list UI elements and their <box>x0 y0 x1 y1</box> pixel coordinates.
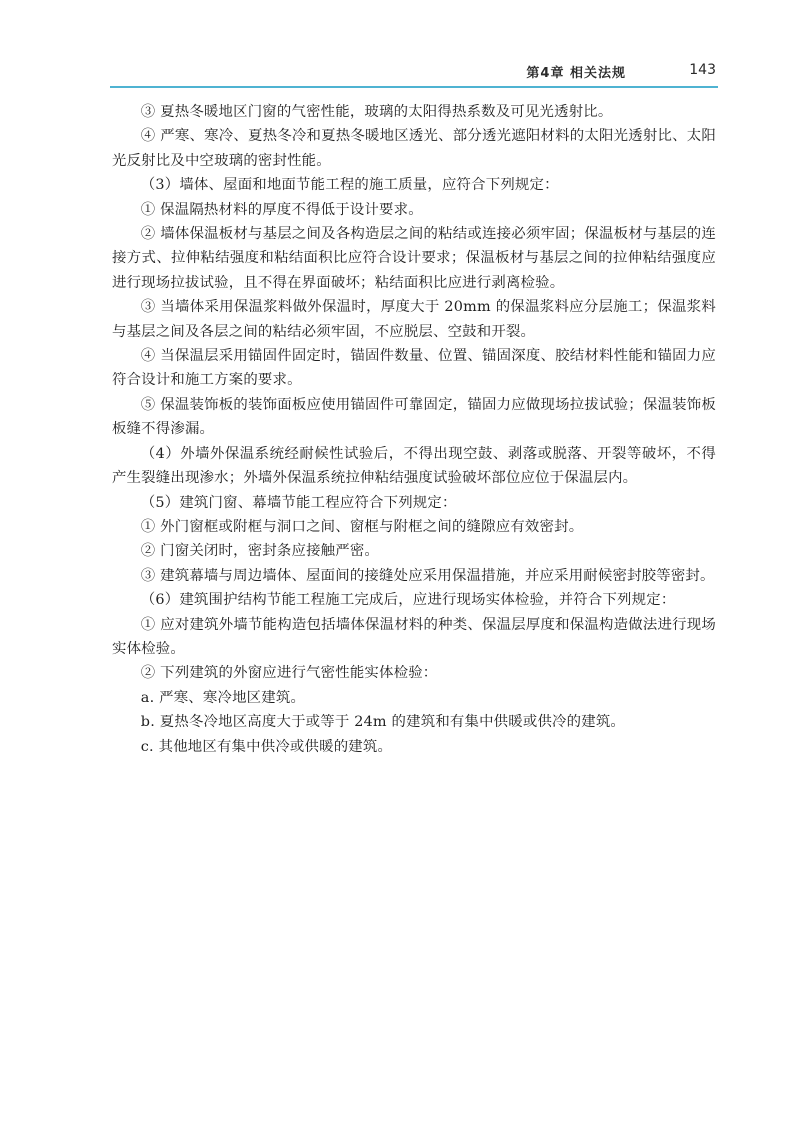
body-text <box>112 100 716 759</box>
header-rule <box>110 86 718 88</box>
chapter-title: 第4章 相关法规 <box>526 66 626 81</box>
paragraph: （6）建筑围护结构节能工程施工完成后，应进行现场实体检验，并符合下列规定： <box>140 592 676 609</box>
paragraph: ② 门窗关闭时，密封条应接触严密。 <box>140 543 380 560</box>
paragraph: ③ 当墙体采用保温浆料做外保温时，厚度大于 20mm 的保温浆料应分层施工；保温浆料与基层之间及各层之间的粘结必须牢固，不应脱层、空鼓和开裂。 <box>112 299 716 340</box>
paragraph: （3）墙体、屋面和地面节能工程的施工质量，应符合下列规定： <box>140 177 559 194</box>
paragraph: c. 其他地区有集中供冷或供暖的建筑。 <box>140 738 393 755</box>
paragraph: （4）外墙外保温系统经耐候性试验后，不得出现空鼓、剥落或脱落、开裂等破坏，不得产生裂缝出现渗水；外墙外保温系统拉伸粘结强度试验破坏部位应位于保温层内。 <box>112 445 716 487</box>
paragraph: ④ 严寒、寒冷、夏热冬冷和夏热冬暖地区透光、部分透光遮阳材料的太阳光透射比、太阳光反射比及中空玻璃的密封性能。 <box>112 128 716 169</box>
paragraph: ② 墙体保温板材与基层之间及各构造层之间的粘结或连接必须牢固；保温板材与基层的连接方式、拉伸粘结强度和粘结面积比应符合设计要求；保温板材与基层之间的拉伸粘结强度应进行现场拉拔试验，且不得在界面破坏；粘结面积比应进行剥离检验。 <box>112 226 716 291</box>
page-number: 143 <box>689 62 716 78</box>
paragraph: （5）建筑门窗、幕墙节能工程应符合下列规定： <box>140 494 457 511</box>
paragraph: ③ 建筑幕墙与周边墙体、屋面间的接缝处应采用保温措施，并应采用耐候密封胶等密封。 <box>140 567 715 584</box>
paragraph: ① 保温隔热材料的厚度不得低于设计要求。 <box>140 201 423 218</box>
paragraph: ① 应对建筑外墙节能构造包括墙体保温材料的种类、保温层厚度和保温构造做法进行现场实体检验。 <box>112 616 716 657</box>
paragraph: b. 夏热冬冷地区高度大于或等于 24m 的建筑和有集中供暖或供冷的建筑。 <box>140 714 625 731</box>
paragraph: ⑤ 保温装饰板的装饰面板应使用锚固件可靠固定，锚固力应做现场拉拔试验；保温装饰板板缝不得渗漏。 <box>112 396 716 438</box>
paragraph: ① 外门窗框或附框与洞口之间、窗框与附框之间的缝隙应有效密封。 <box>140 518 584 535</box>
paragraph: ② 下列建筑的外窗应进行气密性能实体检验： <box>140 665 438 682</box>
paragraph: ④ 当保温层采用锚固件固定时，锚固件数量、位置、锚固深度、胶结材料性能和锚固力应符合设计和施工方案的要求。 <box>112 348 716 389</box>
paragraph: ③ 夏热冬暖地区门窗的气密性能，玻璃的太阳得热系数及可见光透射比。 <box>140 104 613 120</box>
paragraph: a. 严寒、寒冷地区建筑。 <box>140 689 306 706</box>
running-header <box>110 62 718 88</box>
